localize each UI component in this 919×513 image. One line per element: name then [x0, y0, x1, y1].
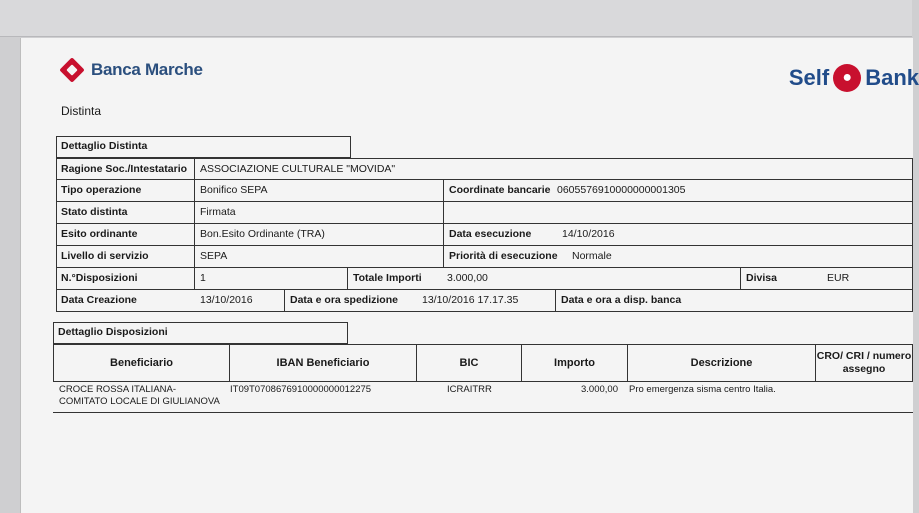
- col-bic: BIC: [417, 345, 522, 381]
- bank-name: Banca Marche: [91, 60, 203, 79]
- data-esecuzione-value: 14/10/2016: [562, 228, 615, 240]
- cell-iban: IT09T0708676910000000012275: [230, 384, 372, 395]
- cell-descrizione: Pro emergenza sisma centro Italia.: [629, 384, 776, 395]
- page-title: Distinta: [61, 104, 102, 118]
- coordinate-label: Coordinate bancarie: [449, 184, 551, 196]
- priorita-label: Priorità di esecuzione: [449, 250, 558, 262]
- disp-banca-label: Data e ora a disp. banca: [561, 294, 682, 306]
- banca-marche-logo: [63, 60, 203, 80]
- divider: [443, 246, 444, 267]
- data-esecuzione-label: Data esecuzione: [449, 228, 532, 240]
- section-title-distinta: Dettaglio Distinta: [56, 136, 351, 158]
- divider: [194, 246, 195, 267]
- tipo-label: Tipo operazione: [61, 184, 142, 196]
- document-page: [20, 38, 919, 513]
- livello-value: SEPA: [200, 250, 228, 262]
- table-bottom-rule: [53, 412, 913, 413]
- spedizione-value: 13/10/2016 17.17.35: [422, 294, 519, 306]
- selfbank-logo-right: Bank: [865, 65, 919, 90]
- col-beneficiario: Beneficiario: [54, 345, 230, 381]
- divider: [194, 268, 195, 289]
- divider: [740, 268, 741, 289]
- selfbank-logo: [789, 64, 919, 92]
- row-livello: [56, 246, 913, 268]
- col-cro: CRO/ CRI / numero assegno: [816, 350, 912, 375]
- coordinate-value: 0605576910000000001305: [557, 184, 686, 196]
- row-stato: [56, 202, 913, 224]
- data-creazione-label: Data Creazione: [61, 294, 137, 306]
- stato-label: Stato distinta: [61, 206, 128, 218]
- browser-toolbar: [0, 0, 912, 37]
- col-iban: IBAN Beneficiario: [230, 345, 417, 381]
- divider: [194, 180, 195, 201]
- data-creazione-value: 13/10/2016: [200, 294, 253, 306]
- row-tipo: [56, 180, 913, 202]
- divider: [284, 290, 285, 311]
- col-importo: Importo: [522, 345, 628, 381]
- divider: [443, 180, 444, 201]
- ragione-label: Ragione Soc./Intestatario: [61, 163, 188, 175]
- divider: [194, 202, 195, 223]
- divider: [194, 224, 195, 245]
- cell-beneficiario: [59, 384, 220, 408]
- divider: [443, 202, 444, 223]
- divisa-label: Divisa: [746, 272, 777, 284]
- banca-marche-logo-icon: [59, 57, 84, 82]
- row-date: [56, 290, 913, 312]
- row-esito: [56, 224, 913, 246]
- table-row: [57, 382, 913, 412]
- spedizione-label: Data e ora spedizione: [290, 294, 398, 306]
- beneficiario-line1: CROCE ROSSA ITALIANA-: [59, 384, 177, 395]
- divider: [194, 159, 195, 179]
- esito-label: Esito ordinante: [61, 228, 138, 240]
- divider: [443, 224, 444, 245]
- col-descrizione: Descrizione: [628, 345, 816, 381]
- stato-value: Firmata: [200, 206, 236, 218]
- cell-bic: ICRAITRR: [447, 384, 492, 395]
- totale-value: 3.000,00: [447, 272, 488, 284]
- disposizioni-label: N.°Disposizioni: [61, 272, 138, 284]
- esito-value: Bon.Esito Ordinante (TRA): [200, 228, 325, 240]
- selfbank-logo-left: Self: [788, 65, 830, 90]
- cell-importo: 3.000,00: [581, 384, 618, 395]
- totale-label: Totale Importi: [353, 272, 422, 284]
- ragione-value: ASSOCIAZIONE CULTURALE "MOVIDA": [200, 163, 396, 175]
- row-disposizioni: [56, 268, 913, 290]
- selfbank-logo-icon: ●: [833, 64, 861, 92]
- divider: [347, 268, 348, 289]
- divisa-value: EUR: [827, 272, 850, 284]
- priorita-value: Normale: [572, 250, 612, 262]
- disposizioni-value: 1: [200, 272, 206, 284]
- divider: [555, 290, 556, 311]
- disposizioni-table-header: [53, 344, 913, 382]
- beneficiario-line2: COMITATO LOCALE DI GIULIANOVA: [59, 396, 220, 407]
- livello-label: Livello di servizio: [61, 250, 149, 262]
- row-ragione: [56, 158, 913, 180]
- section-title-disposizioni: Dettaglio Disposizioni: [53, 322, 348, 344]
- tipo-value: Bonifico SEPA: [200, 184, 268, 196]
